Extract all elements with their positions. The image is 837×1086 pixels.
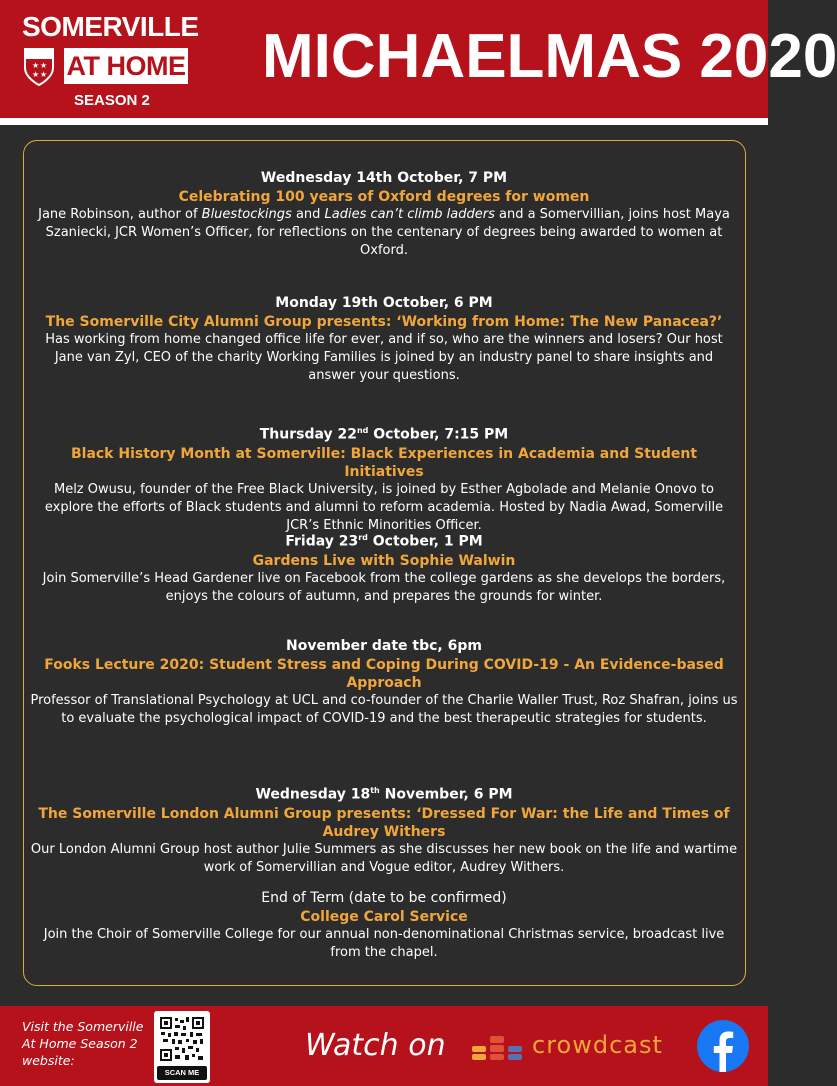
crowdcast-logo-icon[interactable]	[470, 1032, 524, 1062]
event-item	[30, 889, 738, 962]
event-date: Friday 23rd October, 1 PM	[285, 533, 483, 550]
event-date: Thursday 22nd October, 7:15 PM	[259, 426, 509, 443]
watch-on-text: Watch on	[305, 1028, 446, 1063]
event-description: Has working from home changed office life for ever, and if so, who are the winners and losers? Our host Jane van Zyl, CEO of the charity Working Families is joined by an industry panel to share insights and answer your questions.	[45, 332, 723, 383]
event-item	[30, 528, 738, 606]
event-date: End of Term (date to be confirmed)	[261, 890, 507, 906]
event-item	[30, 169, 738, 260]
event-date: Monday 19th October, 6 PM	[275, 295, 493, 311]
logo-season-text: SEASON 2	[74, 92, 150, 109]
qr-code-icon	[160, 1017, 204, 1061]
scan-me-label: SCAN ME	[157, 1066, 207, 1080]
logo-at-home-text: AT HOME	[64, 48, 188, 84]
event-title: Black History Month at Somerville: Black Experiences in Academia and Student Initiatives	[70, 445, 698, 480]
event-description: Join the Choir of Somerville College for our annual non-denominational Christmas service, broadcast live from the chapel.	[43, 927, 725, 960]
event-description: Our London Alumni Group host author Julie Summers as she discusses her new book on the life and wartime work of Somervillian and Vogue editor, Audrey Withers.	[30, 841, 738, 875]
event-description: Join Somerville’s Head Gardener live on Facebook from the college gardens as she develops the borders, enjoys the colours of autumn, and prepares the grounds for winter.	[42, 570, 726, 604]
book-title: Ladies can’t climb ladders	[324, 207, 495, 222]
event-date: November date tbc, 6pm	[286, 638, 482, 654]
event-title: The Somerville London Alumni Group presents: ‘Dressed For War: the Life and Times of Audrey Withers	[38, 805, 730, 840]
event-title: Gardens Live with Sophie Walwin	[252, 552, 516, 569]
header-banner	[0, 0, 837, 118]
logo-somerville-text: SOMERVILLE	[22, 11, 199, 42]
event-date: Wednesday 18th November, 6 PM	[255, 786, 513, 803]
event-item	[30, 781, 738, 877]
event-item	[30, 637, 738, 728]
svg-text:★: ★	[32, 61, 40, 70]
event-description: Melz Owusu, founder of the Free Black University, is joined by Esther Agbolade and Melanie Onovo to explore the efforts of Black students and alumni to reform academia. Hosted by Nadia Awad, Somerville JCR’s Ethnic Minorities Officer.	[44, 481, 724, 533]
page-title: MICHAELMAS 2020	[262, 22, 837, 91]
event-item	[30, 421, 738, 535]
event-description: Professor of Translational Psychology at UCL and co-founder of the Charlie Waller Trust, Roz Shafran, joins us to evaluate the psychological impact of COVID-19 and the best therapeutic strategies for students.	[30, 693, 738, 726]
event-description: Jane Robinson, author of Bluestockings and Ladies can’t climb ladders and a Somervillian, joins host Maya Szaniecki, JCR Women’s Officer, for reflections on the centenary of degrees being awarded to women at Oxford.	[38, 207, 730, 258]
crowdcast-wordmark[interactable]: crowdcast	[532, 1031, 663, 1059]
event-item	[30, 294, 738, 385]
event-title: Celebrating 100 years of Oxford degrees for women	[178, 189, 590, 205]
book-title: Bluestockings	[201, 207, 292, 222]
college-shield-icon	[24, 48, 54, 86]
visit-website-text: Visit the Somerville At Home Season 2 website:	[22, 1019, 144, 1068]
svg-text:★: ★	[40, 61, 48, 70]
somerville-at-home-logo[interactable]	[22, 11, 199, 112]
event-title: Fooks Lecture 2020: Student Stress and Coping During COVID-19 - An Evidence-based Approach	[44, 657, 724, 691]
header-divider	[0, 118, 768, 125]
qr-code[interactable]	[154, 1011, 210, 1083]
svg-text:★: ★	[32, 70, 40, 79]
event-title: The Somerville City Alumni Group presents: ‘Working from Home: The New Panacea?’	[45, 314, 723, 330]
event-date: Wednesday 14th October, 7 PM	[260, 170, 508, 186]
event-title: College Carol Service	[300, 909, 468, 925]
svg-text:★: ★	[40, 70, 48, 79]
footer-banner	[0, 1006, 768, 1086]
facebook-icon[interactable]	[697, 1020, 749, 1072]
